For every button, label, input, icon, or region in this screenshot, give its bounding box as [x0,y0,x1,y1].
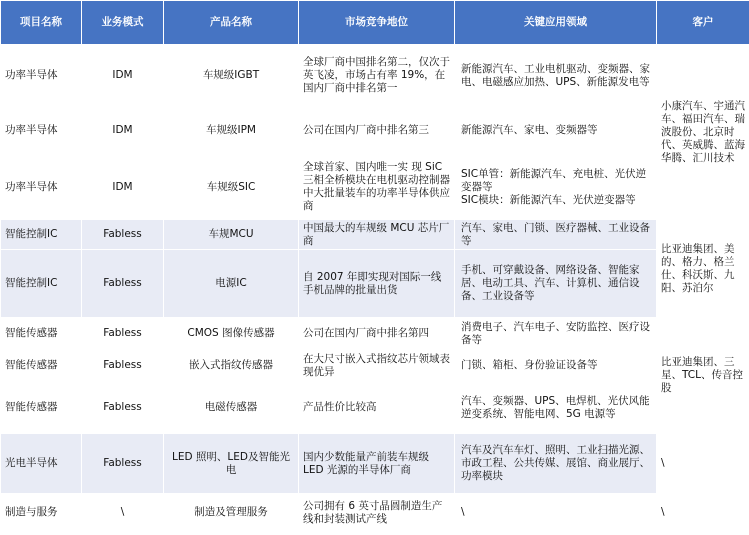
cell-product: 车规级SIC [164,155,299,220]
cell-position: 全球首家、国内唯一实 现 SiC 三相全桥模块在电机驱动控制器中大批量装车的功率半导体供应商 [299,155,455,220]
cell-position: 自 2007 年即实现对国际一线手机品牌的批量出货 [299,250,455,318]
header-row [1,1,749,45]
cell-product: 车规级IGBT [164,45,299,107]
cell-mode: Fabless [82,350,164,382]
cell-mode: Fabless [82,382,164,434]
cell-mode: Fabless [82,318,164,350]
header-product: 产品名称 [164,1,299,45]
cell-customer-service: \ [657,494,749,532]
cell-product: 电源IC [164,250,299,318]
header-project: 项目名称 [1,1,82,45]
table-row [1,107,749,155]
cell-position: 全球厂商中国排名第二，仅次于英飞凌，市场占有率 19%，在国内厂商中排名第一 [299,45,455,107]
cell-application: 消费电子、汽车电子、安防监控、医疗设备等 [455,318,657,350]
header-mode: 业务模式 [82,1,164,45]
cell-mode: \ [82,494,164,532]
table-row [1,494,749,532]
cell-mode: Fabless [82,220,164,250]
header-application: 关键应用领域 [455,1,657,45]
cell-mode: Fabless [82,250,164,318]
cell-project: 智能传感器 [1,382,82,434]
cell-project: 智能传感器 [1,350,82,382]
cell-mode: IDM [82,45,164,107]
cell-project: 制造与服务 [1,494,82,532]
cell-product: 电磁传感器 [164,382,299,434]
header-position: 市场竞争地位 [299,1,455,45]
table-row [1,155,749,220]
cell-project: 光电半导体 [1,434,82,494]
cell-position: 公司在国内厂商中排名第三 [299,107,455,155]
cell-application: 新能源汽车、工业电机驱动、变频器、家电、电磁感应加热、UPS、新能源发电等 [455,45,657,107]
table-row [1,220,749,250]
cell-project: 智能控制IC [1,220,82,250]
cell-project: 智能控制IC [1,250,82,318]
table-row [1,318,749,350]
cell-mode: IDM [82,107,164,155]
cell-product: LED 照明、LED及智能光电 [164,434,299,494]
table-row [1,350,749,382]
cell-position: 公司在国内厂商中排名第四 [299,318,455,350]
cell-application: \ [455,494,657,532]
cell-project: 智能传感器 [1,318,82,350]
cell-position: 在大尺寸嵌入式指纹芯片领域表现优异 [299,350,455,382]
cell-product: 嵌入式指纹传感器 [164,350,299,382]
cell-product: 车规MCU [164,220,299,250]
cell-application: 手机、可穿戴设备、网络设备、智能家居、电动工具、汽车、计算机、通信设备、工业设备等 [455,250,657,318]
cell-application: SIC单管：新能源汽车、充电桩、光伏逆变器等 SIC模块：新能源汽车、光伏逆变器等 [455,155,657,220]
cell-product: 车规级IPM [164,107,299,155]
cell-application: 汽车、变频器、UPS、电焊机、光伏风能逆变系统、智能电网、5G 电源等 [455,382,657,434]
cell-mode: Fabless [82,434,164,494]
cell-project: 功率半导体 [1,107,82,155]
cell-customer-power: 小康汽车、宇通汽车、福田汽车、瑞波股份、北京时代、英威腾、蓝海华腾、汇川技术 [657,45,749,220]
header-customer: 客户 [657,1,749,45]
cell-product: CMOS 图像传感器 [164,318,299,350]
cell-application: 门锁、箱柜、身份验证设备等 [455,350,657,382]
cell-position: 国内少数能量产前装车规级 LED 光源的半导体厂商 [299,434,455,494]
cell-position: 中国最大的车规级 MCU 芯片厂商 [299,220,455,250]
cell-customer-opto: \ [657,434,749,494]
cell-mode: IDM [82,155,164,220]
cell-application: 汽车及汽车车灯、照明、工业扫描光源、市政工程、公共传媒、展馆、商业展厅、功率模块 [455,434,657,494]
table-row [1,250,749,318]
cell-product: 制造及管理服务 [164,494,299,532]
cell-customer-control: 比亚迪集团、美的、格力、格兰仕、科沃斯、九阳、苏泊尔 [657,220,749,318]
cell-customer-sensor: 比亚迪集团、三星、TCL、传音控股 [657,318,749,434]
cell-application: 新能源汽车、家电、变频器等 [455,107,657,155]
cell-project: 功率半导体 [1,45,82,107]
table-row [1,45,749,107]
cell-application: 汽车、家电、门锁、医疗器械、工业设备等 [455,220,657,250]
cell-project: 功率半导体 [1,155,82,220]
table-row [1,382,749,434]
cell-position: 产品性价比较高 [299,382,455,434]
table-row [1,434,749,494]
cell-position: 公司拥有 6 英寸晶圆制造生产线和封装测试产线 [299,494,455,532]
